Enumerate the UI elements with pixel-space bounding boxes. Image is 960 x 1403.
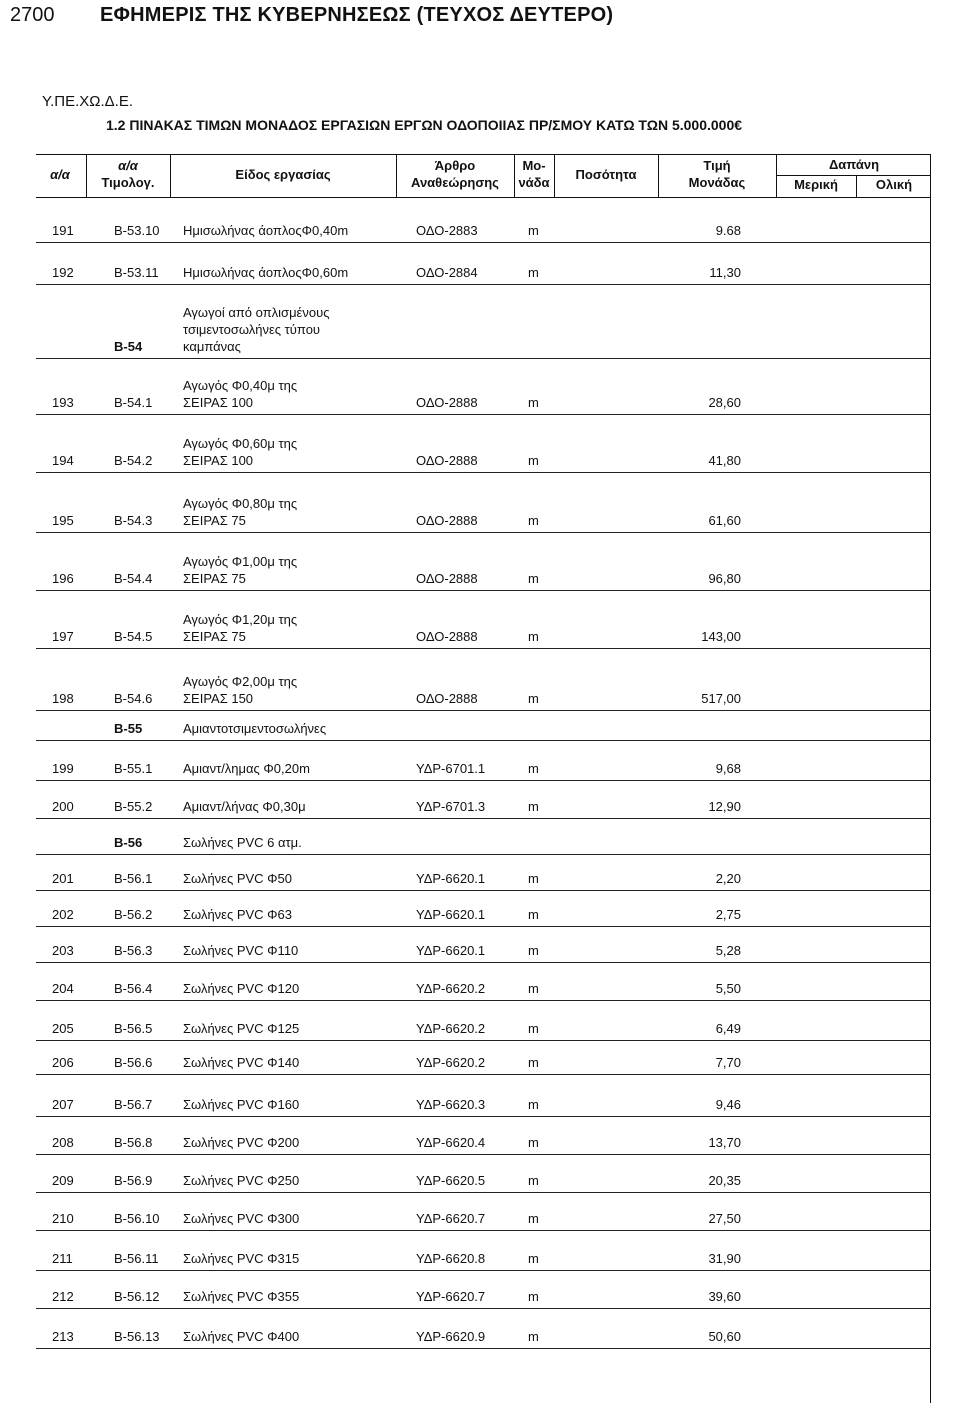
table-row — [36, 1040, 931, 1075]
row-article: ΥΔΡ-6620.1 — [416, 943, 486, 958]
row-aa: 203 — [52, 943, 74, 958]
row-unit: m — [528, 1055, 539, 1070]
row-article: ΥΔΡ-6620.2 — [416, 1055, 486, 1070]
row-description: Σωλήνες PVC Φ120 — [183, 981, 300, 996]
col-article-2: Αναθεώρησης — [411, 175, 499, 190]
row-description: Αμιαντοτσιμεντοσωλήνες — [183, 721, 327, 736]
row-description: Ημισωλήνας άοπλοςΦ0,40m — [183, 223, 349, 238]
row-unit-price: 2,20 — [715, 871, 741, 886]
row-unit-price: 5,28 — [715, 943, 741, 958]
row-unit: m — [528, 223, 539, 238]
row-description: Ημισωλήνας άοπλοςΦ0,60m — [183, 265, 349, 280]
row-aa: 191 — [52, 223, 74, 238]
row-code: Β-55.1 — [114, 761, 153, 776]
row-article: ΥΔΡ-6620.9 — [416, 1329, 486, 1344]
table-row — [36, 1270, 931, 1309]
row-code: Β-56.5 — [114, 1021, 153, 1036]
row-article: ΥΔΡ-6620.4 — [416, 1135, 486, 1150]
row-description: Αγωγός Φ0,80μ της — [183, 496, 298, 511]
table-row — [36, 1192, 931, 1231]
row-article: ΥΔΡ-6701.1 — [416, 761, 486, 776]
row-code: Β-56.1 — [114, 871, 153, 886]
row-code: Β-54.4 — [114, 571, 153, 586]
row-aa: 209 — [52, 1173, 74, 1188]
row-description: Σωλήνες PVC 6 ατμ. — [183, 835, 302, 850]
row-aa: 202 — [52, 907, 74, 922]
row-aa: 206 — [52, 1055, 74, 1070]
table-row — [36, 284, 931, 359]
row-description: τσιμεντοσωλήνες τύπου — [183, 322, 321, 337]
row-description: Σωλήνες PVC Φ200 — [183, 1135, 300, 1150]
row-aa: 201 — [52, 871, 74, 886]
row-article: ΥΔΡ-6701.3 — [416, 799, 486, 814]
row-unit-price: 27,50 — [708, 1211, 741, 1226]
row-unit-price: 11,30 — [709, 265, 741, 280]
row-description: Σωλήνες PVC Φ140 — [183, 1055, 300, 1070]
page-header — [0, 0, 960, 40]
table-row — [36, 242, 931, 285]
row-article: ΥΔΡ-6620.7 — [416, 1211, 486, 1226]
table-row — [36, 414, 931, 473]
row-description: Αμιαντ/λήνας Φ0,30μ — [183, 799, 306, 814]
row-unit-price: 2,75 — [715, 907, 741, 922]
row-description: Αγωγός Φ0,60μ της — [183, 436, 298, 451]
row-aa: 192 — [52, 265, 74, 280]
row-unit: m — [528, 1097, 539, 1112]
row-article: ΥΔΡ-6620.2 — [416, 981, 486, 996]
table-row — [36, 1000, 931, 1041]
row-unit-price: 5,50 — [715, 981, 741, 996]
row-article: ΟΔΟ-2884 — [416, 265, 478, 280]
row-code: Β-56.6 — [114, 1055, 153, 1070]
table-row — [36, 890, 931, 927]
row-unit: m — [528, 907, 539, 922]
row-unit: m — [528, 943, 539, 958]
row-description: ΣΕΙΡΑΣ 75 — [183, 513, 246, 528]
row-code: Β-56.13 — [114, 1329, 160, 1344]
row-article: ΟΔΟ-2888 — [416, 629, 478, 644]
row-description: Σωλήνες PVC Φ400 — [183, 1329, 300, 1344]
row-description: ΣΕΙΡΑΣ 150 — [183, 691, 254, 706]
row-aa: 204 — [52, 981, 74, 996]
col-article-1: Άρθρο — [434, 158, 476, 173]
row-unit-price: 39,60 — [708, 1289, 741, 1304]
table-row — [36, 1116, 931, 1155]
row-unit-price: 9,46 — [715, 1097, 741, 1112]
table-row — [36, 962, 931, 1001]
row-code: Β-56.8 — [114, 1135, 153, 1150]
table-row — [36, 532, 931, 591]
row-unit-price: 96,80 — [708, 571, 741, 586]
row-description: Σωλήνες PVC Φ63 — [183, 907, 293, 922]
row-unit: m — [528, 691, 539, 706]
row-code: Β-54 — [114, 339, 143, 354]
row-aa: 213 — [52, 1329, 74, 1344]
row-aa: 210 — [52, 1211, 74, 1226]
row-unit: m — [528, 629, 539, 644]
row-code: Β-54.5 — [114, 629, 153, 644]
row-code: Β-56.2 — [114, 907, 153, 922]
row-article: ΥΔΡ-6620.5 — [416, 1173, 486, 1188]
row-aa: 211 — [52, 1251, 73, 1266]
row-article: ΥΔΡ-6620.8 — [416, 1251, 486, 1266]
row-code: Β-54.1 — [114, 395, 153, 410]
table-header — [36, 154, 931, 198]
col-unit-2: νάδα — [518, 175, 550, 190]
row-unit: m — [528, 799, 539, 814]
row-description: ΣΕΙΡΑΣ 100 — [183, 395, 254, 410]
row-description: Σωλήνες PVC Φ300 — [183, 1211, 300, 1226]
row-unit: m — [528, 1251, 539, 1266]
row-unit: m — [528, 1135, 539, 1150]
col-unit-1: Μο- — [522, 158, 546, 173]
row-unit-price: 13,70 — [708, 1135, 741, 1150]
table-row — [36, 710, 931, 741]
row-aa: 199 — [52, 761, 74, 776]
gazette-title: ΕΦΗΜΕΡΙΣ ΤΗΣ ΚΥΒΕΡΝΗΣΕΩΣ (ΤΕΥΧΟΣ ΔΕΥΤΕΡΟ) — [100, 4, 614, 26]
row-article: ΥΔΡ-6620.2 — [416, 1021, 486, 1036]
table-row — [36, 926, 931, 963]
row-aa: 196 — [52, 571, 74, 586]
row-aa: 198 — [52, 691, 74, 706]
row-article: ΟΔΟ-2888 — [416, 453, 478, 468]
col-cost: Δαπάνη — [828, 157, 880, 172]
row-description: Αγωγός Φ2,00μ της — [183, 674, 298, 689]
row-unit-price: 28,60 — [708, 395, 741, 410]
row-aa: 193 — [52, 395, 74, 410]
row-description: ΣΕΙΡΑΣ 75 — [183, 629, 246, 644]
row-article: ΟΔΟ-2883 — [416, 223, 478, 238]
row-description: Αγωγοί από οπλισμένους — [183, 305, 330, 320]
col-aa-tim-2: Τιμολογ. — [101, 175, 155, 190]
col-quantity: Ποσότητα — [575, 167, 637, 182]
table-body — [36, 196, 931, 1403]
row-article: ΥΔΡ-6620.7 — [416, 1289, 486, 1304]
table-row — [36, 1154, 931, 1193]
table-row — [36, 854, 931, 891]
row-unit: m — [528, 265, 539, 280]
row-unit-price: 20,35 — [708, 1173, 741, 1188]
row-unit-price: 9,68 — [715, 761, 741, 776]
row-aa: 207 — [52, 1097, 74, 1112]
row-aa: 200 — [52, 799, 74, 814]
table-row — [36, 1230, 931, 1271]
col-work-type: Είδος εργασίας — [235, 167, 331, 182]
row-unit: m — [528, 981, 539, 996]
row-article: ΥΔΡ-6620.1 — [416, 871, 486, 886]
row-unit: m — [528, 871, 539, 886]
row-article: ΟΔΟ-2888 — [416, 513, 478, 528]
table-row — [36, 358, 931, 415]
row-unit-price: 143,00 — [701, 629, 741, 644]
table-row — [36, 590, 931, 649]
row-code: Β-56.10 — [114, 1211, 160, 1226]
row-description: καμπάνας — [183, 339, 241, 354]
page-number: 2700 — [10, 4, 55, 26]
table-title: 1.2 ΠΙΝΑΚΑΣ ΤΙΜΩΝ ΜΟΝΑΔΟΣ ΕΡΓΑΣΙΩΝ ΕΡΓΩΝ ΟΔΟΠΟΙΙΑΣ ΠΡ/ΣΜΟΥ ΚΑΤΩ ΤΩΝ 5.000.000€ — [106, 117, 743, 133]
table-row — [36, 196, 931, 243]
row-unit-price: 6,49 — [715, 1021, 741, 1036]
row-description: Σωλήνες PVC Φ50 — [183, 871, 293, 886]
row-code: Β-56.4 — [114, 981, 153, 996]
col-partial: Μερική — [794, 177, 838, 192]
row-description: Σωλήνες PVC Φ355 — [183, 1289, 300, 1304]
row-unit-price: 517,00 — [701, 691, 741, 706]
row-unit-price: 12,90 — [708, 799, 741, 814]
row-code: Β-56.7 — [114, 1097, 153, 1112]
col-total: Ολική — [875, 177, 913, 192]
table-row — [36, 780, 931, 819]
row-article: ΥΔΡ-6620.1 — [416, 907, 486, 922]
row-unit-price: 50,60 — [708, 1329, 741, 1344]
row-unit: m — [528, 1289, 539, 1304]
row-code: Β-55 — [114, 721, 143, 736]
row-unit-price: 9.68 — [715, 223, 741, 238]
col-aa-tim-1: α/α — [118, 158, 138, 173]
row-unit: m — [528, 513, 539, 528]
row-unit-price: 61,60 — [708, 513, 741, 528]
row-code: Β-56 — [114, 835, 143, 850]
row-aa: 212 — [52, 1289, 74, 1304]
row-article: ΟΔΟ-2888 — [416, 395, 478, 410]
row-code: Β-56.9 — [114, 1173, 153, 1188]
row-code: Β-54.6 — [114, 691, 153, 706]
row-aa: 205 — [52, 1021, 74, 1036]
row-description: Αμιαντ/λημας Φ0,20m — [183, 761, 310, 776]
row-article: ΟΔΟ-2888 — [416, 691, 478, 706]
row-code: Β-54.3 — [114, 513, 153, 528]
row-description: Σωλήνες PVC Φ160 — [183, 1097, 300, 1112]
row-description: Σωλήνες PVC Φ110 — [183, 943, 299, 958]
row-unit-price: 31,90 — [708, 1251, 741, 1266]
row-article: ΟΔΟ-2888 — [416, 571, 478, 586]
row-unit-price: 7,70 — [715, 1055, 741, 1070]
row-description: Σωλήνες PVC Φ250 — [183, 1173, 300, 1188]
col-unit-price-2: Μονάδας — [688, 175, 746, 190]
row-unit: m — [528, 1173, 539, 1188]
row-code: Β-56.3 — [114, 943, 153, 958]
row-article: ΥΔΡ-6620.3 — [416, 1097, 486, 1112]
row-description: ΣΕΙΡΑΣ 100 — [183, 453, 254, 468]
row-unit-price: 41,80 — [708, 453, 741, 468]
row-code: Β-53.11 — [114, 265, 159, 280]
row-unit: m — [528, 1329, 539, 1344]
row-aa: 197 — [52, 629, 74, 644]
row-code: Β-55.2 — [114, 799, 153, 814]
row-code: Β-56.11 — [114, 1251, 159, 1266]
row-aa: 195 — [52, 513, 74, 528]
row-unit: m — [528, 453, 539, 468]
row-description: Αγωγός Φ1,20μ της — [183, 612, 298, 627]
row-unit: m — [528, 761, 539, 776]
row-description: Αγωγός Φ0,40μ της — [183, 378, 298, 393]
organization-label: Υ.ΠΕ.ΧΩ.Δ.Ε. — [42, 93, 134, 110]
table-row — [36, 1074, 931, 1117]
row-unit: m — [528, 395, 539, 410]
row-code: Β-56.12 — [114, 1289, 160, 1304]
row-unit: m — [528, 1211, 539, 1226]
table-row — [36, 648, 931, 711]
row-description: ΣΕΙΡΑΣ 75 — [183, 571, 246, 586]
row-description: Σωλήνες PVC Φ125 — [183, 1021, 300, 1036]
table-row — [36, 1308, 931, 1349]
row-description: Σωλήνες PVC Φ315 — [183, 1251, 300, 1266]
row-code: Β-53.10 — [114, 223, 160, 238]
row-description: Αγωγός Φ1,00μ της — [183, 554, 298, 569]
table-row — [36, 472, 931, 533]
table-row — [36, 818, 931, 855]
row-aa: 208 — [52, 1135, 74, 1150]
row-code: Β-54.2 — [114, 453, 153, 468]
row-unit: m — [528, 1021, 539, 1036]
row-aa: 194 — [52, 453, 74, 468]
col-unit-price-1: Τιμή — [703, 158, 731, 173]
col-aa: α/α — [50, 167, 70, 182]
table-row — [36, 740, 931, 781]
row-unit: m — [528, 571, 539, 586]
